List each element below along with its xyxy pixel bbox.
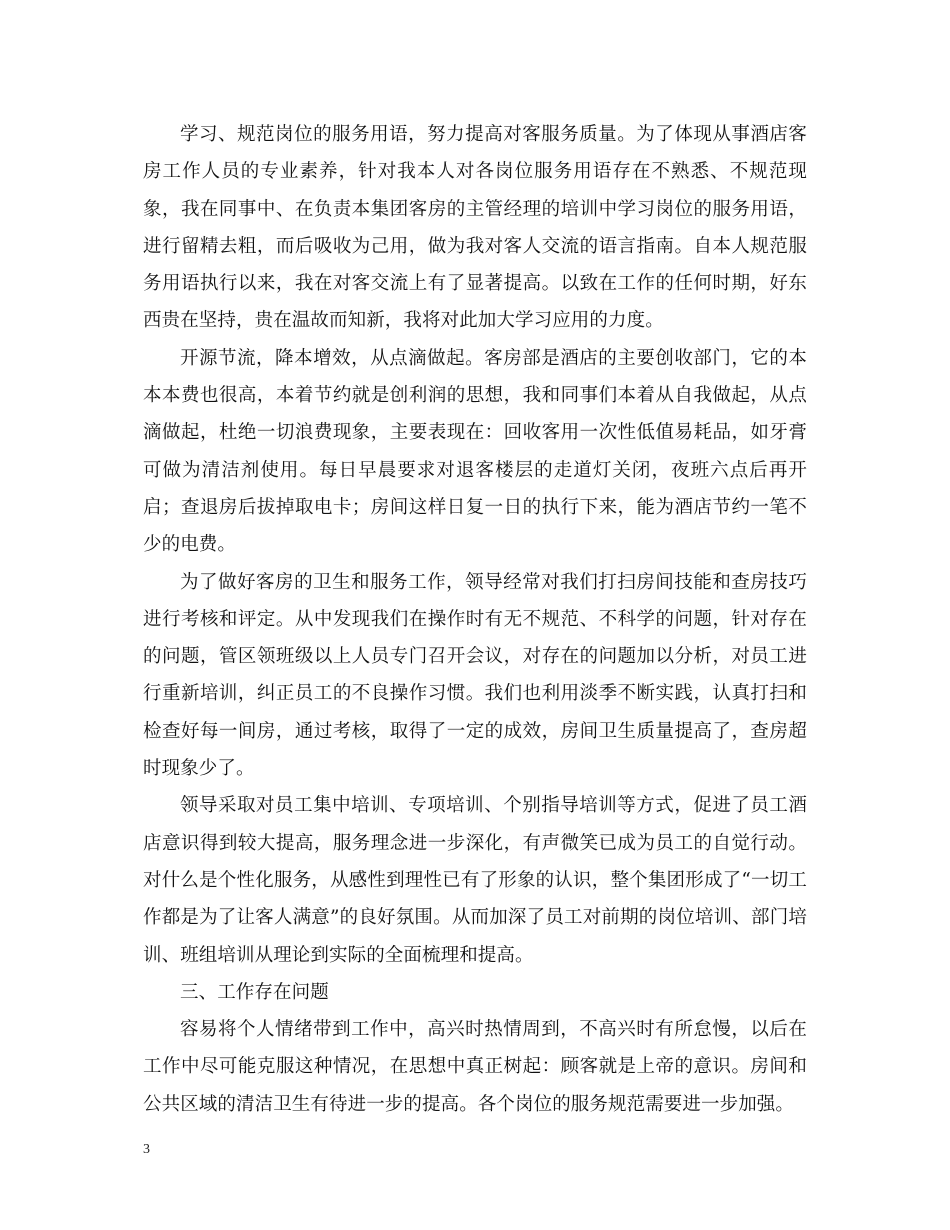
paragraph-cost-saving: 开源节流，降本增效，从点滴做起。客房部是酒店的主要创收部门，它的本本本费也很高，本着节约就是创利润的思想，我和同事们本着从自我做起，从点滴做起，杜绝一切浪费现象，主要表现在：回收客用一次性低值易耗品，如牙膏可做为清洁剂使用。每日早晨要求对退客楼层的走道灯关闭，夜班六点后再开启；查退房后拔掉取电卡；房间这样日复一日的执行下来，能为酒店节约一笔不少的电费。 — [143, 347, 807, 556]
paragraph-service-language: 学习、规范岗位的服务用语，努力提高对客服务质量。为了体现从事酒店客房工作人员的专业素养，针对我本人对各岗位服务用语存在不熟悉、不规范现象，我在同事中、在负责本集团客房的主管经理的培训中学习岗位的服务用语，进行留精去粗，而后吸收为己用，做为我对客人交流的语言指南。自本人规范服务用语执行以来，我在对客交流上有了显著提高。以致在工作的任何时期，好东西贵在坚持，贵在温故而知新，我将对此加大学习应用的力度。 — [143, 124, 807, 332]
document-body — [143, 116, 807, 1123]
page-number: 3 — [143, 1142, 150, 1157]
paragraph-training-assessment: 为了做好客房的卫生和服务工作，领导经常对我们打扫房间技能和查房技巧进行考核和评定。从中发现我们在操作时有无不规范、不科学的问题，针对存在的问题，管区领班级以上人员专门召开会议，对存在的问题加以分析，对员工进行重新培训，纠正员工的不良操作习惯。我们也利用淡季不断实践，认真打扫和检查好每一间房，通过考核，取得了一定的成效，房间卫生质量提高了，查房超时现象少了。 — [143, 571, 807, 780]
paragraph-problems: 容易将个人情绪带到工作中，高兴时热情周到，不高兴时有所怠慢，以后在工作中尽可能克服这种情况，在思想中真正树起：顾客就是上帝的意识。房间和公共区域的清洁卫生有待进一步的提高。各个岗位的服务规范需要进一步加强。 — [143, 1019, 807, 1115]
paragraph-staff-training: 领导采取对员工集中培训、专项培训、个别指导培训等方式，促进了员工酒店意识得到较大提高，服务理念进一步深化，有声微笑已成为员工的自觉行动。对什么是个性化服务，从感性到理性已有了形象的认识，整个集团形成了“一切工作都是为了让客人满意”的良好氛围。从而加深了员工对前期的岗位培训、部门培训、班组培训从理论到实际的全面梳理和提高。 — [143, 795, 807, 966]
section-heading-problems: 三、工作存在问题 — [180, 981, 329, 1003]
